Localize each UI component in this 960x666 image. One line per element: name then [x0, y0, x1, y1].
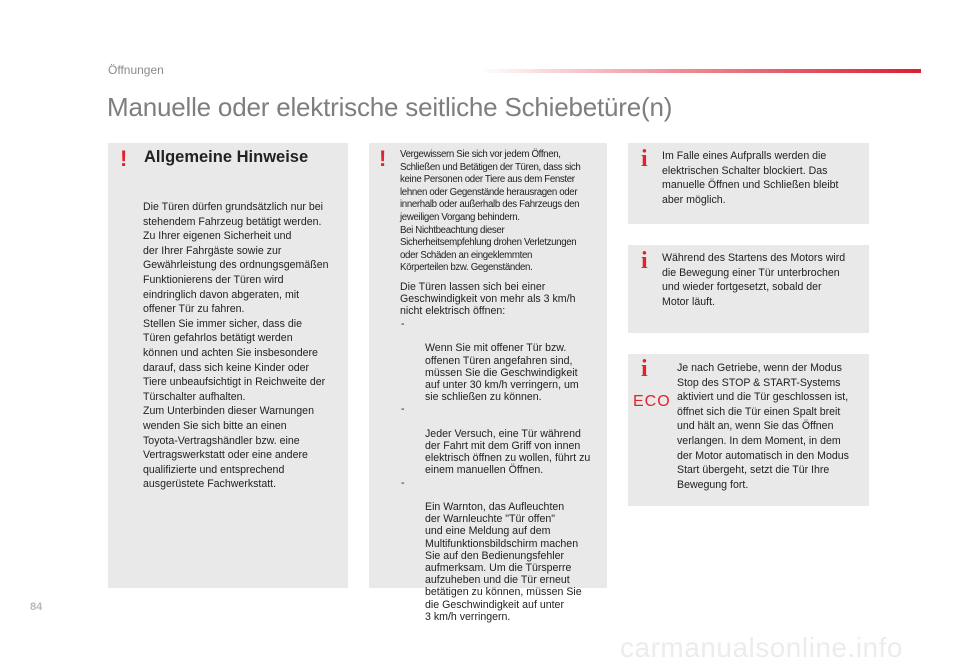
- header-rule: [480, 69, 921, 73]
- page-number: 84: [30, 601, 43, 613]
- info-engine-start-text: Während des Startens des Motors wird die Bewegung einer Tür unterbrochen und wieder fortgesetzt, sobald der Motor läuft.: [662, 252, 846, 308]
- speed-limit-intro: Die Türen lassen sich bei einer Geschwindigkeit von mehr als 3 km/h nicht elektrisch öffnen:: [400, 281, 576, 318]
- bullet-dash: -: [401, 476, 405, 489]
- section-label: Öffnungen: [108, 63, 164, 77]
- list-item-text: Jeder Versuch, eine Tür während der Fahrt mit dem Griff von innen elektrisch öffnen zu wollen, führt zu einem manuellen Öffnen.: [425, 427, 591, 477]
- info-stop-start-text: Je nach Getriebe, wenn der Modus Stop des STOP & START-Systems aktiviert und die Tür geschlossen ist, öffnet sich die Tür einen Spalt breit und hält an, wenn Sie das Öffnen verlangen. In dem Moment, in dem der Motor automatisch in den Modus Start übergeht, setzt die Tür Ihre Bewegung fort.: [677, 362, 849, 491]
- info-icon: i: [641, 356, 648, 382]
- list-item: [400, 477, 606, 623]
- info-icon: i: [641, 146, 648, 172]
- watermark: carmanualsonline.info: [620, 632, 903, 663]
- list-item-text: Ein Warnton, das Aufleuchten der Warnleuchte "Tür offen" und eine Meldung auf dem Multifunktionsbildschirm machen Sie auf den Bedienungsfehler aufmerksam. Um die Türsperre aufzuheben und die Tür erneut betätigen zu können, müssen Sie die Geschwindigkeit auf unter 3 km/h verringern.: [425, 501, 582, 623]
- speed-limit-list: [400, 318, 606, 623]
- warning-icon: !: [120, 146, 128, 171]
- bullet-dash: -: [401, 318, 405, 330]
- list-item-text: Wenn Sie mit offener Tür bzw. offenen Türen angefahren sind, müssen Sie die Geschwindigkeit auf unter 30 km/h verringern, um sie schließen zu können.: [425, 342, 579, 404]
- general-notes-heading: Allgemeine Hinweise: [144, 148, 309, 166]
- eco-icon: [632, 392, 672, 408]
- list-item: [400, 403, 606, 476]
- info-crash-text: Im Falle eines Aufpralls werden die elektrischen Schalter blockiert. Das manuelle Öffnen und Schließen bleibt aber möglich.: [662, 150, 839, 206]
- info-icon: i: [641, 248, 648, 274]
- bullet-dash: -: [401, 403, 405, 416]
- general-notes-body: Die Türen dürfen grundsätzlich nur bei stehendem Fahrzeug betätigt werden. Zu Ihrer eigenen Sicherheit und der Ihrer Fahrgäste sowie zur Gewährleistung des ordnungsgemäßen Funktionierens der Türen wird eindringlich davon abgeraten, mit offener Tür zu fahren. Stellen Sie immer sicher, dass die Türen gefahrlos betätigt werden können und achten Sie insbesondere darauf, dass sich keine Kinder oder Tiere unbeaufsichtigt in Reichweite der Türschalter aufhalten. Zum Unterbinden dieser Warnungen wenden Sie sich bitte an einen Toyota-Vertragshändler bzw. eine Vertragswerkstatt oder eine andere qualifizierte und entsprechend ausgerüstete Fachwerkstatt.: [143, 201, 329, 491]
- eco-icon-label: ECO: [633, 393, 671, 408]
- safety-warning-text: Vergewissern Sie sich vor jedem Öffnen, Schließen und Betätigen der Türen, dass sich keine Personen oder Tiere aus dem Fenster lehnen oder Gegenstände herausragen oder innerhalb oder außerhalb des Fahrzeugs den jeweiligen Vorgang behindern. Bei Nichtbeachtung dieser Sicherheitsempfehlung drohen Verletzungen oder Schäden an eingeklemmten Körperteilen bzw. Gegenständen.: [400, 149, 581, 274]
- warning-icon: !: [379, 146, 387, 171]
- list-item: [400, 318, 606, 403]
- page-title: Manuelle oder elektrische seitliche Schiebetüre(n): [107, 92, 673, 122]
